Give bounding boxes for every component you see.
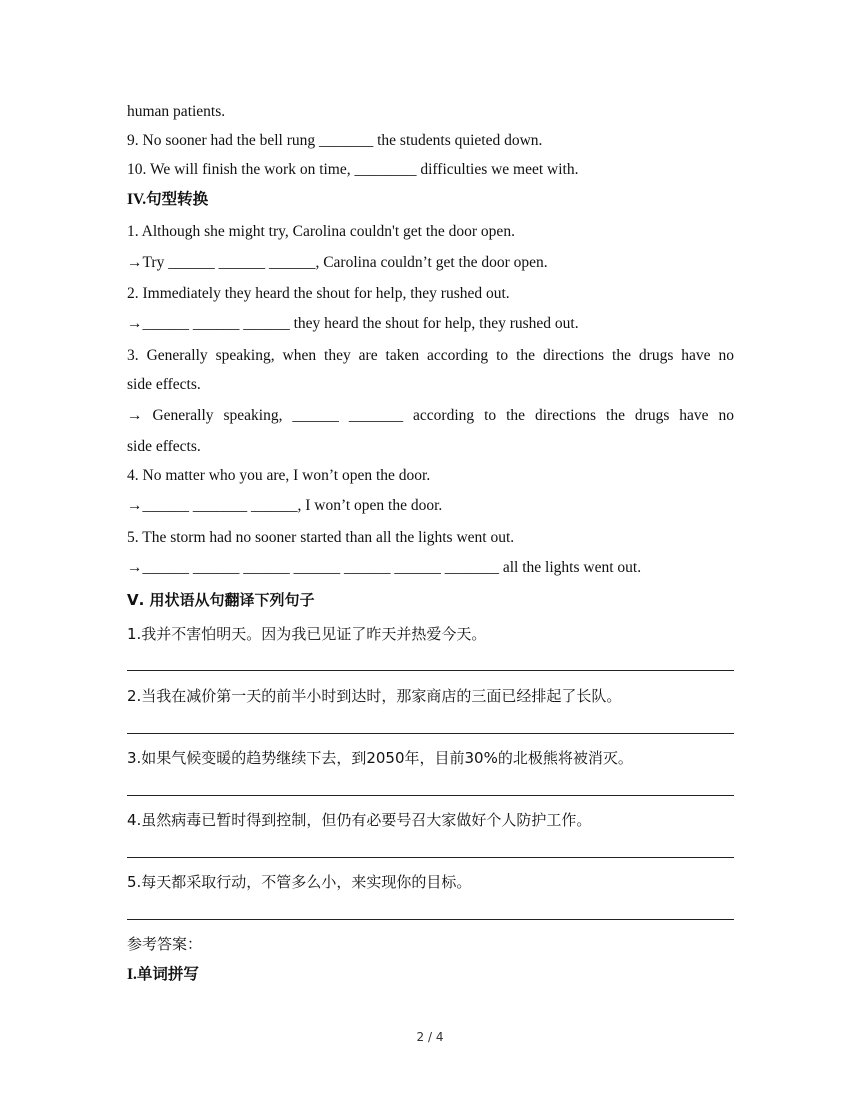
rewrite-answer-5: →______ ______ ______ ______ ______ ______ _______ all the lights went out. bbox=[127, 559, 642, 576]
answer-line bbox=[127, 919, 734, 920]
rewrite-question-3: 3. Generally speaking, when they are taken according to the directions the drugs have no bbox=[127, 347, 734, 364]
section-heading-v: Ⅴ. 用状语从句翻译下列句子 bbox=[127, 591, 315, 609]
page-number: 2 / 4 bbox=[416, 1030, 444, 1044]
rewrite-question-3-cont: side effects. bbox=[127, 376, 201, 393]
rewrite-answer-4: →______ _______ ______, I won’t open the door. bbox=[127, 497, 443, 514]
reference-answers-label: 参考答案： bbox=[127, 935, 203, 953]
section-heading-iv: IV.句型转换 bbox=[127, 191, 209, 208]
rewrite-question-4: 4. No matter who you are, I won’t open the door. bbox=[127, 467, 431, 484]
rewrite-answer-3: → Generally speaking, ______ _______ according to the directions the drugs have no bbox=[127, 407, 734, 424]
answer-line bbox=[127, 795, 734, 796]
text-line: human patients. bbox=[127, 103, 226, 120]
question-9: 9. No sooner had the bell rung _______ the students quieted down. bbox=[127, 132, 543, 149]
translate-item-1: 1.我并不害怕明天。因为我已见证了昨天并热爱今天。 bbox=[127, 625, 487, 643]
answer-line bbox=[127, 857, 734, 858]
rewrite-answer-3-cont: side effects. bbox=[127, 438, 201, 455]
translate-item-3: 3.如果气候变暖的趋势继续下去，到2050年，目前30%的北极熊将被消灭。 bbox=[127, 749, 633, 767]
rewrite-question-5: 5. The storm had no sooner started than all the lights went out. bbox=[127, 529, 515, 546]
rewrite-answer-2: →______ ______ ______ they heard the shout for help, they rushed out. bbox=[127, 315, 579, 332]
section-heading-i: I.单词拼写 bbox=[127, 966, 199, 983]
translate-item-4: 4.虽然病毒已暂时得到控制，但仍有必要号召大家做好个人防护工作。 bbox=[127, 811, 592, 829]
answer-line bbox=[127, 733, 734, 734]
rewrite-question-1: 1. Although she might try, Carolina couldn't get the door open. bbox=[127, 223, 515, 240]
rewrite-answer-1: →Try ______ ______ ______, Carolina couldn’t get the door open. bbox=[127, 254, 548, 271]
question-10: 10. We will finish the work on time, ________ difficulties we meet with. bbox=[127, 161, 579, 178]
answer-line bbox=[127, 670, 734, 671]
rewrite-question-2: 2. Immediately they heard the shout for help, they rushed out. bbox=[127, 285, 510, 302]
translate-item-2: 2.当我在减价第一天的前半小时到达时，那家商店的三面已经排起了长队。 bbox=[127, 687, 622, 705]
translate-item-5: 5.每天都采取行动，不管多么小，来实现你的目标。 bbox=[127, 873, 472, 891]
